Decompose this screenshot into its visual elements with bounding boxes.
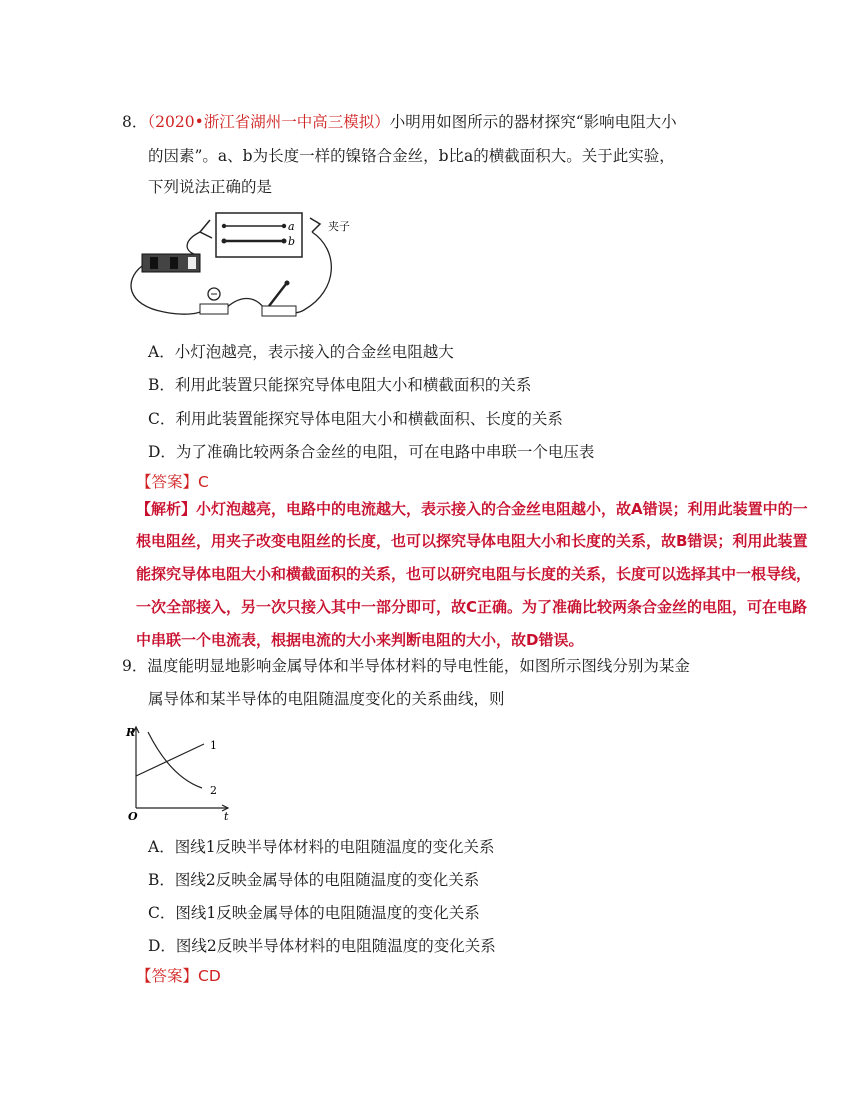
y-axis-label: R xyxy=(126,726,136,739)
q9-option-d: D．图线2反映半导体材料的电阻随温度的变化关系 xyxy=(148,937,496,955)
q9-number: 9． xyxy=(122,657,148,675)
q8-answer-label: 【答案】 xyxy=(136,473,199,491)
q8-circuit-figure xyxy=(124,210,364,328)
q8-stem-text1: 小明用如图所示的器材探究“影响电阻大小 xyxy=(389,113,677,131)
label-a: a xyxy=(288,220,295,233)
curve-1 xyxy=(136,744,204,776)
curve-1-label: 1 xyxy=(210,739,217,752)
q8-analysis-label: 【解析】 xyxy=(136,500,197,518)
switch-lever xyxy=(269,284,286,306)
q9-option-a: A．图线1反映半导体材料的电阻随温度的变化关系 xyxy=(148,838,495,856)
q9-option-b: B．图线2反映金属导体的电阻随温度的变化关系 xyxy=(148,871,480,889)
curve-2-label: 2 xyxy=(210,784,217,797)
q8-option-b: B．利用此装置只能探究导体电阻大小和横截面积的关系 xyxy=(148,376,532,394)
q8-answer-value: C xyxy=(198,473,209,491)
q8-option-a: A．小灯泡越亮，表示接入的合金丝电阻越大 xyxy=(148,343,454,361)
q9-stem-line1 xyxy=(122,656,690,676)
q9-answer-value: CD xyxy=(198,967,221,985)
switch-base xyxy=(262,306,296,316)
q8-option-d: D．为了准确比较两条合金丝的电阻，可在电路中串联一个电压表 xyxy=(148,443,595,461)
q9-stem-text1: 温度能明显地影响金属导体和半导体材料的导电性能，如图所示图线分别为某金 xyxy=(147,657,690,675)
q8-stem-line1 xyxy=(122,112,677,132)
q8-answer xyxy=(136,472,209,492)
q9-answer-label: 【答案】 xyxy=(136,967,199,985)
q8-analysis-line2: 根电阻丝，用夹子改变电阻丝的长度，也可以探究导体电阻大小和长度的关系，故B错误；利用此装置 xyxy=(136,532,808,550)
q9-stem-line2: 属导体和某半导体的电阻随温度变化的关系曲线，则 xyxy=(148,690,505,708)
q8-analysis-line5: 中串联一个电流表，根据电流的大小来判断电阻的大小，故D错误。 xyxy=(136,631,584,649)
label-b: b xyxy=(288,235,296,248)
q9-option-c: C．图线1反映金属导体的电阻随温度的变化关系 xyxy=(148,904,480,922)
q9-answer xyxy=(136,966,221,986)
label-clip: 夹子 xyxy=(328,220,350,233)
curve-2 xyxy=(148,732,202,788)
q8-analysis-line4: 一次全部接入，另一次只接入其中一部分即可，故C正确。为了准确比较两条合金丝的电阻，可在电路 xyxy=(136,598,808,616)
q8-analysis-line1: 【解析】小灯泡越亮，电路中的电流越大，表示接入的合金丝电阻越小，故A错误；利用此装置中的一 xyxy=(136,500,808,518)
q8-option-c: C．利用此装置能探究导体电阻大小和横截面积、长度的关系 xyxy=(148,410,563,428)
origin-label: O xyxy=(128,810,138,822)
x-axis-label: t xyxy=(224,810,229,822)
q8-analysis-line3: 能探究导体电阻大小和横截面积的关系，也可以研究电阻与长度的关系，长度可以选择其中一根导线， xyxy=(136,565,812,583)
q8-stem-line3: 下列说法正确的是 xyxy=(148,178,273,196)
bulb-base xyxy=(200,304,228,314)
q8-stem-line2: 的因素”。a、b为长度一样的镍铬合金丝，b比a的横截面积大。关于此实验， xyxy=(148,147,675,165)
q8-number: 8． xyxy=(122,113,148,131)
q9-resistance-graph xyxy=(124,722,244,822)
q8-source: （2020•浙江省湖州一中高三模拟） xyxy=(147,113,390,131)
